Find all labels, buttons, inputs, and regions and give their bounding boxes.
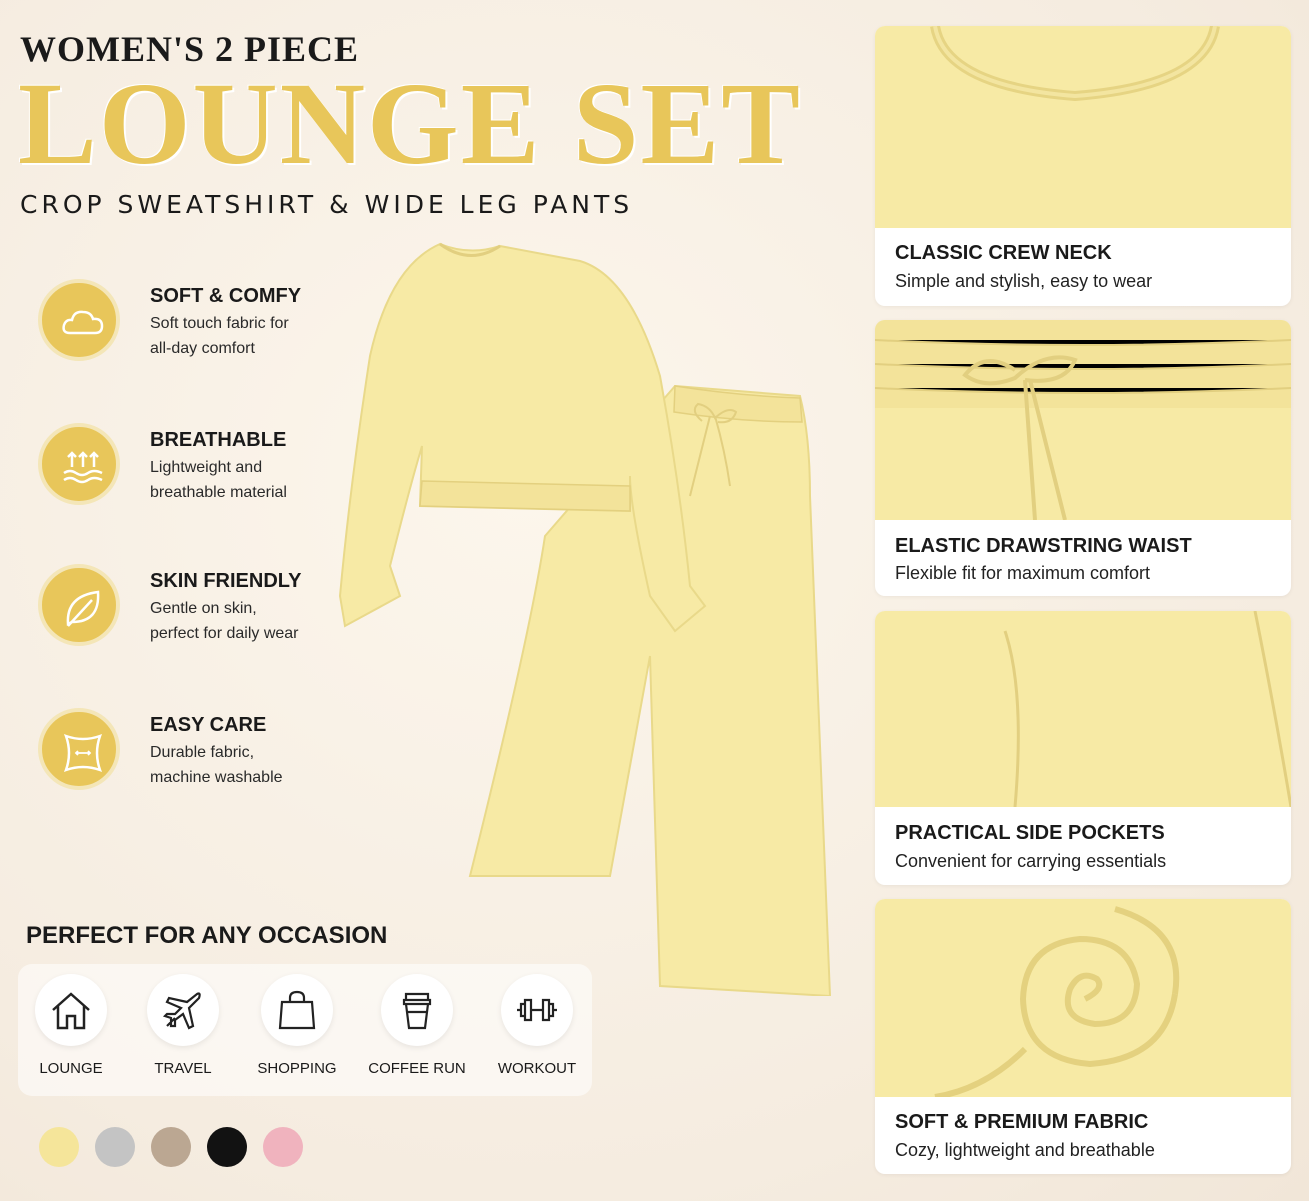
- occasion-label: WORKOUT: [497, 1060, 577, 1077]
- shopping-bag-icon: [261, 974, 333, 1046]
- panel-title: CLASSIC CREW NECK: [895, 242, 1112, 264]
- occasion-list: [18, 964, 592, 1096]
- feature-desc: Durable fabric,: [150, 744, 255, 761]
- occasion-label: TRAVEL: [154, 1060, 212, 1077]
- occasion-coffee-run: [362, 974, 472, 1077]
- side-pocket-image: [875, 611, 1291, 807]
- crew-neck-image: [875, 26, 1291, 228]
- color-swatch-black[interactable]: [207, 1127, 247, 1167]
- airplane-icon: [147, 974, 219, 1046]
- feature-soft-comfy: [38, 279, 338, 389]
- feature-title: BREATHABLE: [150, 429, 287, 451]
- occasion-title: PERFECT FOR ANY OCCASION: [26, 922, 388, 949]
- occasion-label: LOUNGE: [39, 1060, 103, 1077]
- header-top: WOMEN'S 2 PIECE: [20, 29, 360, 69]
- feature-desc: Soft touch fabric for: [150, 315, 289, 332]
- feature-breathable: [38, 423, 338, 533]
- detail-panel-side-pockets: [875, 611, 1291, 885]
- product-title: LOUNGE SET: [18, 58, 802, 189]
- coffee-cup-icon: [381, 974, 453, 1046]
- panel-title: PRACTICAL SIDE POCKETS: [895, 822, 1165, 844]
- detail-panel-drawstring: [875, 320, 1291, 596]
- panel-title: SOFT & PREMIUM FABRIC: [895, 1111, 1149, 1133]
- feature-desc: perfect for daily wear: [150, 625, 299, 642]
- detail-panel-crew-neck: [875, 26, 1291, 306]
- cloud-icon: [38, 279, 120, 361]
- drawstring-waist-image: [875, 320, 1291, 520]
- dumbbell-icon: [501, 974, 573, 1046]
- occasion-label: COFFEE RUN: [368, 1060, 466, 1077]
- fabric-stretch-icon: [38, 708, 120, 790]
- panel-title: ELASTIC DRAWSTRING WAIST: [895, 535, 1192, 557]
- color-swatch-yellow[interactable]: [39, 1127, 79, 1167]
- feature-desc: machine washable: [150, 769, 283, 786]
- color-swatch-pink[interactable]: [263, 1127, 303, 1167]
- feature-title: SKIN FRIENDLY: [150, 570, 302, 592]
- feature-desc: Gentle on skin,: [150, 600, 257, 617]
- lounge-set-product-image: [330, 236, 850, 996]
- feature-desc: Lightweight and: [150, 459, 263, 476]
- feature-desc: all-day comfort: [150, 340, 255, 357]
- detail-panel-fabric: [875, 899, 1291, 1174]
- panel-desc: Cozy, lightweight and breathable: [895, 1140, 1155, 1160]
- product-subtitle: CROP SWEATSHIRT & WIDE LEG PANTS: [20, 190, 634, 219]
- fabric-swirl-image: [875, 899, 1291, 1097]
- panel-desc: Convenient for carrying essentials: [895, 851, 1167, 871]
- color-swatch-taupe[interactable]: [151, 1127, 191, 1167]
- feature-desc: breathable material: [150, 484, 287, 501]
- leaf-icon: [38, 564, 120, 646]
- house-icon: [35, 974, 107, 1046]
- occasion-label: SHOPPING: [257, 1060, 337, 1077]
- feature-title: EASY CARE: [150, 714, 267, 736]
- panel-desc: Flexible fit for maximum comfort: [895, 563, 1151, 583]
- airflow-icon: [38, 423, 120, 505]
- feature-skin-friendly: [38, 564, 338, 674]
- occasion-lounge: [16, 974, 126, 1077]
- panel-desc: Simple and stylish, easy to wear: [895, 271, 1153, 291]
- occasion-shopping: [242, 974, 352, 1077]
- feature-easy-care: [38, 708, 338, 818]
- occasion-travel: [128, 974, 238, 1077]
- color-swatch-gray[interactable]: [95, 1127, 135, 1167]
- feature-title: SOFT & COMFY: [150, 285, 302, 307]
- occasion-workout: [482, 974, 592, 1077]
